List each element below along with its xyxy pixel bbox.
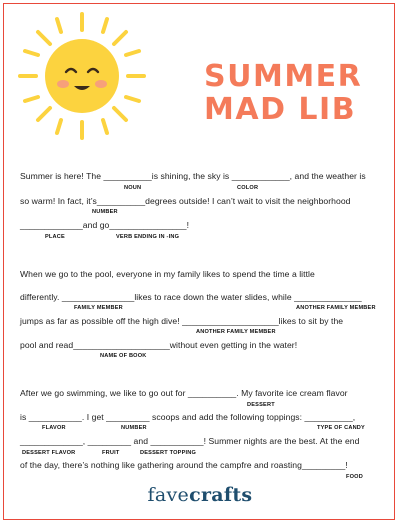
page-title — [204, 60, 362, 126]
blank-label-dessert: DESSERT — [247, 402, 275, 408]
blank-label-number-2: NUMBER — [121, 425, 147, 431]
paragraph-2-line-3: jumps as far as possible off the high dive! ____________________likes to sit by the — [20, 316, 344, 326]
blank-label-number: NUMBER — [92, 209, 118, 215]
paragraph-3-line-3: _____________, _________ and ___________! Summer nights are the best. At the end — [20, 436, 360, 446]
blank-label-flavor: FLAVOR — [42, 425, 66, 431]
sun-icon — [18, 12, 146, 140]
mad-lib-page — [3, 3, 395, 520]
paragraph-2-line-2: differently. _______________likes to race down the water slides, while ______________ — [20, 292, 362, 302]
blank-label-another-family-member-2: ANOTHER FAMILY MEMBER — [196, 329, 276, 335]
blank-label-place: PLACE — [45, 234, 65, 240]
paragraph-3-line-4: of the day, there’s nothing like gathering around the campfre and roasting_________! — [20, 460, 348, 470]
blank-label-family-member: FAMILY MEMBER — [74, 305, 123, 311]
logo-part-crafts: crafts — [189, 484, 253, 506]
paragraph-3-line-2: is ___________. I get _________ scoops and add the following toppings: __________, — [20, 412, 356, 422]
paragraph-1-line-1: Summer is here! The __________is shining, the sky is ____________, and the weather is — [20, 171, 366, 181]
paragraph-2-line-4: pool and read____________________without even getting in the water! — [20, 340, 298, 350]
blank-label-dessert-topping: DESSERT TOPPING — [140, 450, 197, 456]
blank-label-dessert-flavor: DESSERT FLAVOR — [22, 450, 76, 456]
blank-label-food: FOOD — [346, 474, 363, 480]
paragraph-3-line-1: After we go swimming, we like to go out for __________. My favorite ice cream flavor — [20, 388, 348, 398]
blank-label-another-family-member: ANOTHER FAMILY MEMBER — [296, 305, 376, 311]
title-line-1: SUMMER — [204, 59, 363, 94]
paragraph-1-line-3: _____________and go________________! — [20, 220, 190, 230]
title-line-2: MAD LIB — [204, 92, 357, 127]
paragraph-1-line-2: so warm! In fact, it’s__________degrees outside! I can’t wait to visit the neighborhood — [20, 196, 351, 206]
paragraph-2-line-1: When we go to the pool, everyone in my family likes to spend the time a little — [20, 269, 315, 279]
blank-label-noun: NOUN — [124, 185, 142, 191]
logo-part-fave: fave — [147, 484, 190, 506]
blank-label-type-of-candy: TYPE OF CANDY — [317, 425, 365, 431]
blank-label-verb: VERB ENDING IN -ING — [116, 234, 180, 240]
blank-label-color: COLOR — [237, 185, 259, 191]
favecrafts-logo — [4, 484, 396, 506]
blank-label-name-of-book: NAME OF BOOK — [100, 353, 147, 359]
blank-label-fruit: FRUIT — [102, 450, 120, 456]
